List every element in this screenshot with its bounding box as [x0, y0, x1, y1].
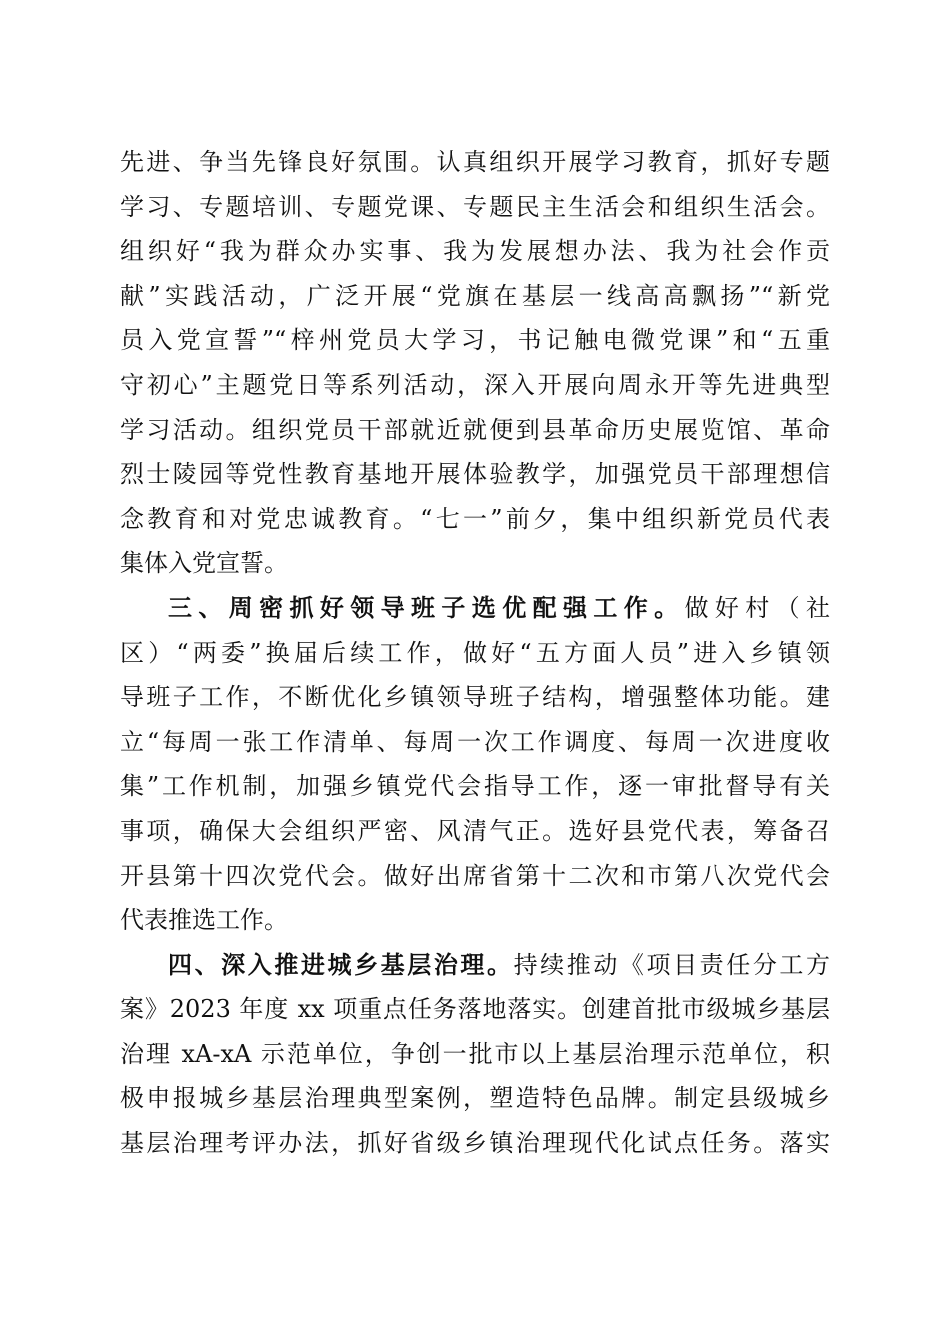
text-line: 集”工作机制，加强乡镇党代会指导工作，逐一审批督导有关	[120, 772, 830, 801]
text-line: 极申报城乡基层治理典型案例，塑造特色品牌。制定县级城乡	[120, 1084, 830, 1113]
text-line: 学习、专题培训、专题党课、专题民主生活会和组织生活会。	[120, 192, 830, 221]
text-line: 集体入党宣誓。	[120, 549, 288, 578]
text-line: 学习活动。组织党员干部就近就便到县革命历史展览馆、革命	[120, 415, 830, 444]
text-line: 区）“两委”换届后续工作，做好“五方面人员”进入乡镇领	[120, 638, 830, 667]
text-line: 代表推选工作。	[120, 906, 288, 935]
text-line: 组织好“我为群众办实事、我为发展想办法、我为社会作贡	[120, 237, 830, 266]
paragraph-grassroots-governance	[120, 943, 830, 1166]
text-line: 基层治理考评办法，抓好省级乡镇治理现代化试点任务。落实	[120, 1129, 830, 1158]
paragraph-study-education	[120, 140, 830, 586]
text-line: 导班子工作，不断优化乡镇领导班子结构，增强整体功能。建	[120, 683, 830, 712]
text-line: 案》2023 年度 xx 项重点任务落地落实。创建首批市级城乡基层	[120, 995, 830, 1024]
section-heading: 四、深入推进城乡基层治理。	[168, 950, 514, 979]
paragraph-first-line	[120, 943, 830, 988]
section-heading: 三、周密抓好领导班子选优配强工作。	[168, 593, 685, 622]
text-line: 开县第十四次党代会。做好出席省第十二次和市第八次党代会	[120, 861, 830, 890]
document-page	[120, 140, 830, 1166]
text-line: 先进、争当先锋良好氛围。认真组织开展学习教育，抓好专题	[120, 148, 830, 176]
text-line: 立“每周一张工作清单、每周一次工作调度、每周一次进度收	[120, 727, 830, 756]
text-line: 念教育和对党忠诚教育。“七一”前夕，集中组织新党员代表	[120, 504, 830, 533]
text-line: 治理 xA-xA 示范单位，争创一批市以上基层治理示范单位，积	[120, 1039, 830, 1068]
text-run: 做好村（社	[684, 593, 830, 622]
text-run: 持续推动《项目责任分工方	[513, 950, 830, 979]
text-line: 守初心”主题党日等系列活动，深入开展向周永开等先进典型	[120, 370, 830, 399]
text-line: 烈士陵园等党性教育基地开展体验教学，加强党员干部理想信	[120, 460, 830, 489]
text-line: 事项，确保大会组织严密、风清气正。选好县党代表，筹备召	[120, 816, 830, 845]
text-line: 献”实践活动，广泛开展“党旗在基层一线高高飘扬”“新党	[120, 281, 830, 310]
paragraph-leadership-team	[120, 586, 830, 943]
paragraph-first-line	[120, 586, 830, 631]
text-line: 员入党宣誓”“梓州党员大学习，书记触电微党课”和“五重	[120, 326, 830, 355]
